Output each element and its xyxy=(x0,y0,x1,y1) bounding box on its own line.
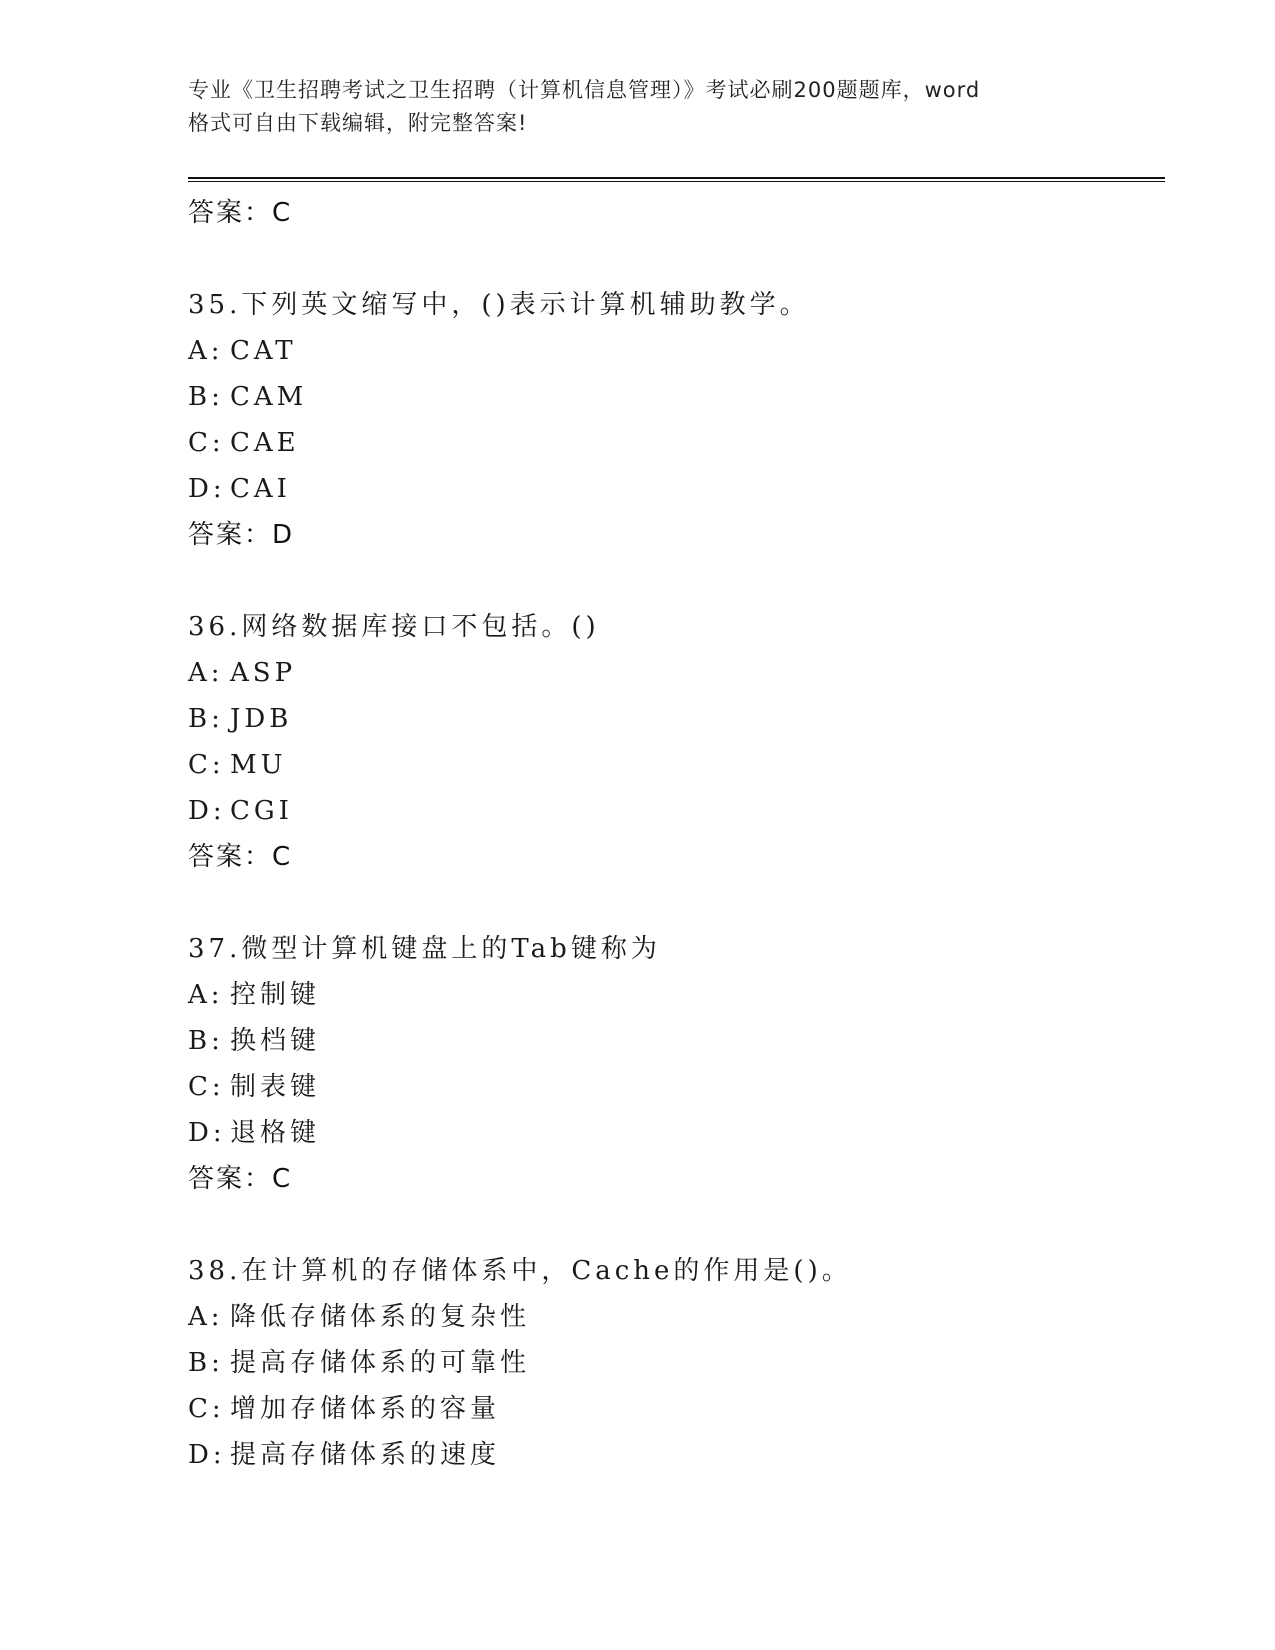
header-line-2: 格式可自由下载编辑，附完整答案! xyxy=(188,111,528,135)
option-text: CAM xyxy=(230,382,308,412)
option-letter: A: xyxy=(188,1302,224,1332)
answer-line: 答案：D xyxy=(188,520,295,550)
answer-line: 答案：C xyxy=(188,198,293,228)
option-text: MU xyxy=(230,750,287,780)
question-block xyxy=(188,282,1148,558)
option-text: 制表键 xyxy=(230,1072,321,1102)
question-list xyxy=(188,190,1148,1478)
option-letter: B: xyxy=(188,382,224,412)
header-line-1: 专业《卫生招聘考试之卫生招聘（计算机信息管理）》考试必刷200题题库，word xyxy=(188,78,981,102)
option-text: CAE xyxy=(230,428,300,458)
option-text: CGI xyxy=(230,796,293,826)
option-b xyxy=(188,374,1148,420)
document-header xyxy=(188,74,1088,140)
spacer xyxy=(188,1202,1148,1248)
option-c xyxy=(188,742,1148,788)
option-text: 提高存储体系的可靠性 xyxy=(230,1348,531,1378)
option-b xyxy=(188,696,1148,742)
option-text: JDB xyxy=(230,704,293,734)
option-a xyxy=(188,972,1148,1018)
option-c xyxy=(188,1064,1148,1110)
option-letter: C: xyxy=(188,750,225,780)
option-letter: B: xyxy=(188,1348,224,1378)
option-letter: B: xyxy=(188,1026,224,1056)
option-a xyxy=(188,328,1148,374)
option-letter: D: xyxy=(188,796,226,826)
option-letter: C: xyxy=(188,1072,225,1102)
question-stem: 35.下列英文缩写中，()表示计算机辅助教学。 xyxy=(188,290,810,320)
option-text: 退格键 xyxy=(230,1118,321,1148)
option-letter: C: xyxy=(188,428,225,458)
option-text: 换档键 xyxy=(230,1026,321,1056)
question-block xyxy=(188,604,1148,880)
question-stem: 37.微型计算机键盘上的Tab键称为 xyxy=(188,934,661,964)
option-d xyxy=(188,788,1148,834)
option-letter: B: xyxy=(188,704,224,734)
option-text: 控制键 xyxy=(230,980,321,1010)
question-block xyxy=(188,926,1148,1202)
option-c xyxy=(188,1386,1148,1432)
option-a xyxy=(188,1294,1148,1340)
question-block xyxy=(188,1248,1148,1478)
option-d xyxy=(188,1432,1148,1478)
option-d xyxy=(188,1110,1148,1156)
option-text: 提高存储体系的速度 xyxy=(230,1440,501,1470)
option-letter: A: xyxy=(188,980,224,1010)
answer-line: 答案：C xyxy=(188,1164,293,1194)
option-a xyxy=(188,650,1148,696)
option-text: CAT xyxy=(230,336,297,366)
option-letter: D: xyxy=(188,1118,226,1148)
option-b xyxy=(188,1018,1148,1064)
option-text: CAI xyxy=(230,474,291,504)
option-text: 降低存储体系的复杂性 xyxy=(230,1302,531,1332)
option-d xyxy=(188,466,1148,512)
option-letter: D: xyxy=(188,1440,226,1470)
spacer xyxy=(188,236,1148,282)
option-text: ASP xyxy=(230,658,297,688)
spacer xyxy=(188,558,1148,604)
option-c xyxy=(188,420,1148,466)
option-letter: D: xyxy=(188,474,226,504)
spacer xyxy=(188,880,1148,926)
option-letter: C: xyxy=(188,1394,225,1424)
option-letter: A: xyxy=(188,336,224,366)
answer-line: 答案：C xyxy=(188,842,293,872)
option-letter: A: xyxy=(188,658,224,688)
option-text: 增加存储体系的容量 xyxy=(230,1394,501,1424)
question-stem: 36.网络数据库接口不包括。() xyxy=(188,612,600,642)
option-b xyxy=(188,1340,1148,1386)
question-stem: 38.在计算机的存储体系中，Cache的作用是()。 xyxy=(188,1256,852,1286)
header-divider xyxy=(188,177,1165,182)
